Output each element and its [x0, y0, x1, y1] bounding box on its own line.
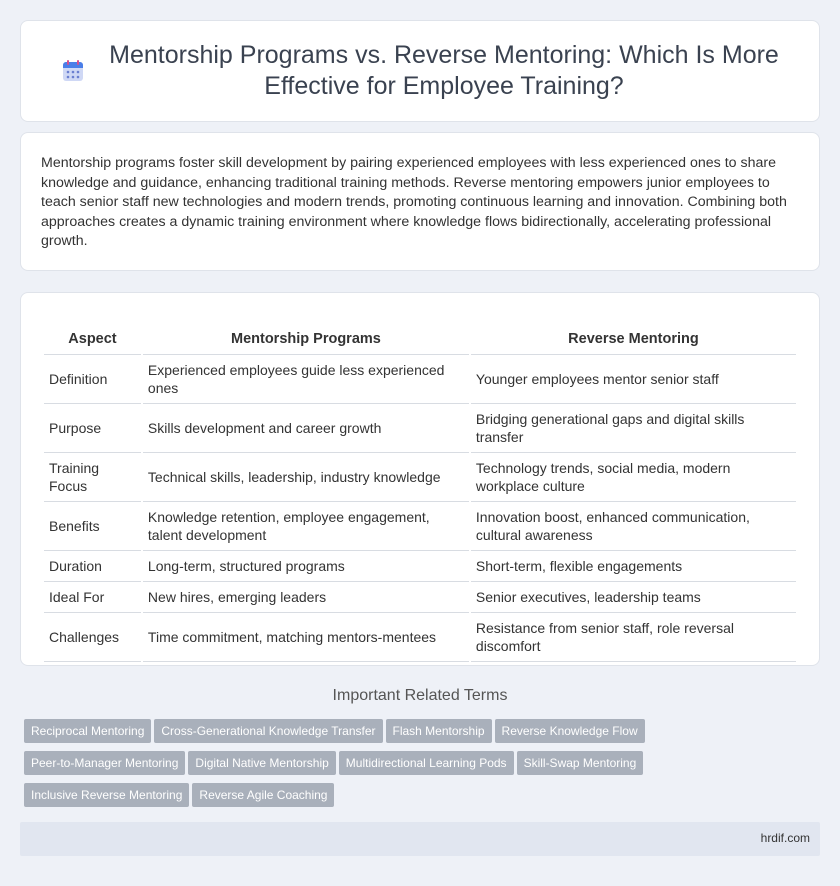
table-row: [44, 582, 796, 613]
header-aspect: Aspect: [44, 313, 141, 355]
mentorship-cell: Skills development and career growth: [143, 404, 469, 453]
aspect-cell: Ideal For: [44, 582, 141, 613]
table-header-row: [44, 313, 796, 355]
related-term-tag[interactable]: Cross-Generational Knowledge Transfer: [154, 719, 382, 743]
related-term-tag[interactable]: Peer-to-Manager Mentoring: [24, 751, 185, 775]
related-terms-list: [24, 719, 824, 815]
reverse-cell: Technology trends, social media, modern workplace culture: [471, 453, 796, 502]
aspect-cell: Duration: [44, 551, 141, 582]
aspect-cell: Training Focus: [44, 453, 141, 502]
footer: [20, 822, 820, 856]
mentorship-cell: Knowledge retention, employee engagement, talent development: [143, 502, 469, 551]
mentorship-cell: Experienced employees guide less experienced ones: [143, 355, 469, 404]
related-term-tag[interactable]: Reverse Agile Coaching: [192, 783, 334, 807]
related-term-tag[interactable]: Digital Native Mentorship: [188, 751, 335, 775]
table-row: [44, 613, 796, 662]
page-title: Mentorship Programs vs. Reverse Mentoring: Which Is More Effective for Employee Training?: [109, 41, 779, 100]
reverse-cell: Innovation boost, enhanced communication, cultural awareness: [471, 502, 796, 551]
table-row: [44, 551, 796, 582]
related-term-tag[interactable]: Multidirectional Learning Pods: [339, 751, 514, 775]
related-term-tag[interactable]: Inclusive Reverse Mentoring: [24, 783, 189, 807]
mentorship-cell: Technical skills, leadership, industry knowledge: [143, 453, 469, 502]
table-row: [44, 453, 796, 502]
intro-paragraph: Mentorship programs foster skill development by pairing experienced employees with less experienced ones to share knowledge and guidance, enhancing traditional training methods. Reverse mentoring empowers junior employees to teach senior staff new technologies and modern trends, promoting continuous learning and innovation. Combining both approaches creates a dynamic training environment where knowledge flows bidirectionally, accelerating professional growth.: [41, 155, 787, 250]
aspect-cell: Purpose: [44, 404, 141, 453]
intro-card: [20, 132, 820, 271]
mentorship-cell: Time commitment, matching mentors-mentees: [143, 613, 469, 662]
table-row: [44, 355, 796, 404]
related-term-tag[interactable]: Flash Mentorship: [386, 719, 492, 743]
header-reverse: Reverse Mentoring: [471, 313, 796, 355]
title-wrap: [21, 40, 819, 102]
reverse-cell: Bridging generational gaps and digital skills transfer: [471, 404, 796, 453]
footer-site[interactable]: hrdif.com: [760, 831, 810, 845]
aspect-cell: Definition: [44, 355, 141, 404]
comparison-card: [20, 292, 820, 666]
title-card: [20, 20, 820, 122]
reverse-cell: Short-term, flexible engagements: [471, 551, 796, 582]
table-row: [44, 502, 796, 551]
mentorship-cell: New hires, emerging leaders: [143, 582, 469, 613]
reverse-cell: Senior executives, leadership teams: [471, 582, 796, 613]
comparison-table: [42, 313, 798, 662]
related-terms-title: Important Related Terms: [332, 687, 508, 704]
calendar-icon: [61, 59, 85, 83]
reverse-cell: Resistance from senior staff, role reversal discomfort: [471, 613, 796, 662]
related-term-tag[interactable]: Skill-Swap Mentoring: [517, 751, 644, 775]
header-mentorship: Mentorship Programs: [143, 313, 469, 355]
table-row: [44, 404, 796, 453]
aspect-cell: Challenges: [44, 613, 141, 662]
related-term-tag[interactable]: Reciprocal Mentoring: [24, 719, 151, 743]
related-term-tag[interactable]: Reverse Knowledge Flow: [495, 719, 645, 743]
aspect-cell: Benefits: [44, 502, 141, 551]
mentorship-cell: Long-term, structured programs: [143, 551, 469, 582]
reverse-cell: Younger employees mentor senior staff: [471, 355, 796, 404]
